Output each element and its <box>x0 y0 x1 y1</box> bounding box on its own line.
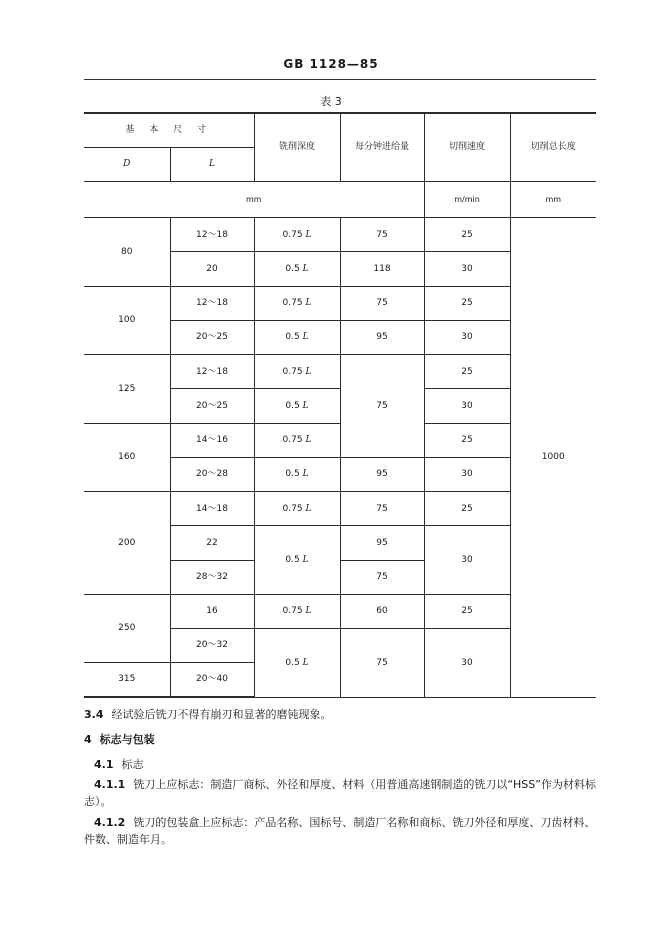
depth-value: 0.5 <box>285 554 300 565</box>
header-basic-size: 基 本 尺 寸 <box>84 113 254 147</box>
cell-depth <box>254 286 340 320</box>
cell-feed: 75 <box>340 286 424 320</box>
cell-L: 14～18 <box>170 492 254 526</box>
depth-symbol: L <box>302 657 309 668</box>
header-L: L <box>170 147 254 181</box>
cell-feed: 95 <box>340 526 424 560</box>
depth-value: 0.5 <box>285 469 300 480</box>
depth-symbol: L <box>305 503 312 514</box>
cell-L: 22 <box>170 526 254 560</box>
header-rule <box>84 79 596 80</box>
cell-L: 12～18 <box>170 286 254 320</box>
depth-symbol: L <box>302 400 309 411</box>
clause-text: 铣刀上应标志：制造厂商标、外径和厚度、材料（用普通高速钢制造的铣刀以“HSS”作为材料标志）。 <box>84 778 596 808</box>
depth-symbol: L <box>305 229 312 240</box>
cell-depth <box>254 218 340 252</box>
cell-L: 20～40 <box>170 663 254 697</box>
depth-value: 0.75 <box>282 435 303 446</box>
clause-text: 经试验后铣刀不得有崩刃和显著的磨钝现象。 <box>111 708 332 721</box>
cell-speed: 30 <box>424 389 510 423</box>
cell-feed-merged: 75 <box>340 629 424 697</box>
cell-depth <box>254 594 340 628</box>
cell-depth <box>254 423 340 457</box>
cell-depth-merged <box>254 526 340 594</box>
depth-symbol: L <box>302 263 309 274</box>
clause-number: 4.1.2 <box>94 816 126 829</box>
clause-number: 4.1 <box>94 758 114 771</box>
unit-length: mm <box>510 181 596 217</box>
unit-speed: m/min <box>424 181 510 217</box>
cell-total-length: 1000 <box>510 218 596 697</box>
header-cutting-speed: 切削速度 <box>424 113 510 181</box>
cell-speed: 25 <box>424 355 510 389</box>
cell-speed-merged: 30 <box>424 526 510 594</box>
cell-L: 20～28 <box>170 457 254 491</box>
cell-speed: 25 <box>424 423 510 457</box>
cell-speed: 30 <box>424 252 510 286</box>
cell-depth <box>254 355 340 389</box>
depth-value: 0.75 <box>282 503 303 514</box>
depth-value: 0.75 <box>282 298 303 309</box>
cell-speed: 25 <box>424 492 510 526</box>
cell-feed: 75 <box>340 492 424 526</box>
cell-depth <box>254 492 340 526</box>
clause-4-1-2 <box>84 814 596 848</box>
cell-L: 20～25 <box>170 389 254 423</box>
depth-symbol: L <box>302 469 309 480</box>
standard-header: GB 1128—85 <box>283 57 379 71</box>
cell-depth <box>254 457 340 491</box>
cell-depth <box>254 389 340 423</box>
depth-value: 0.75 <box>282 229 303 240</box>
depth-symbol: L <box>305 298 312 309</box>
cell-speed: 30 <box>424 457 510 491</box>
cell-depth <box>254 252 340 286</box>
cell-L: 14～16 <box>170 423 254 457</box>
cell-L: 12～18 <box>170 218 254 252</box>
cell-L: 16 <box>170 594 254 628</box>
cell-D: 125 <box>84 355 170 423</box>
cell-feed: 60 <box>340 594 424 628</box>
depth-symbol: L <box>305 366 312 377</box>
clause-4-1 <box>94 756 596 773</box>
clause-4-1-1 <box>84 776 596 810</box>
cell-L: 12～18 <box>170 355 254 389</box>
cell-D: 200 <box>84 492 170 595</box>
section-title: 标志与包装 <box>99 733 155 746</box>
cell-L: 20～25 <box>170 320 254 354</box>
depth-value: 0.5 <box>285 657 300 668</box>
cell-depth <box>254 320 340 354</box>
depth-value: 0.75 <box>282 606 303 617</box>
cell-feed: 75 <box>340 218 424 252</box>
header-total-length: 切削总长度 <box>510 113 596 181</box>
header-feed-per-minute: 每分钟进给量 <box>340 113 424 181</box>
cell-speed: 25 <box>424 218 510 252</box>
clause-number: 3.4 <box>84 708 104 721</box>
depth-symbol: L <box>305 435 312 446</box>
cell-D: 80 <box>84 218 170 286</box>
cell-speed: 30 <box>424 320 510 354</box>
cell-D: 315 <box>84 663 170 697</box>
cutting-parameters-table <box>84 112 596 698</box>
depth-value: 0.5 <box>285 400 300 411</box>
depth-value: 0.5 <box>285 332 300 343</box>
cell-L: 20 <box>170 252 254 286</box>
cell-L: 28～32 <box>170 560 254 594</box>
cell-feed: 95 <box>340 457 424 491</box>
table-title: 表 3 <box>320 95 342 108</box>
cell-speed-merged: 30 <box>424 629 510 697</box>
cell-feed-merged: 75 <box>340 355 424 458</box>
cell-feed: 118 <box>340 252 424 286</box>
cell-L: 20～32 <box>170 629 254 663</box>
cell-D: 100 <box>84 286 170 354</box>
cell-speed: 25 <box>424 594 510 628</box>
unit-mm: mm <box>84 181 424 217</box>
depth-symbol: L <box>302 332 309 343</box>
clause-3-4 <box>84 706 596 723</box>
clause-number: 4.1.1 <box>94 778 126 791</box>
cell-D: 160 <box>84 423 170 491</box>
cell-D: 250 <box>84 594 170 662</box>
header-cutting-depth: 铣削深度 <box>254 113 340 181</box>
cell-depth-merged <box>254 629 340 697</box>
clause-text: 铣刀的包装盒上应标志：产品名称、国标号、制造厂名称和商标、铣刀外径和厚度、刀齿材料、件数、制造年月。 <box>84 816 596 846</box>
cell-speed: 25 <box>424 286 510 320</box>
depth-symbol: L <box>305 606 312 617</box>
section-number: 4 <box>84 733 92 746</box>
header-D: D <box>84 147 170 181</box>
depth-symbol: L <box>302 554 309 565</box>
cell-feed: 75 <box>340 560 424 594</box>
depth-value: 0.75 <box>282 366 303 377</box>
depth-value: 0.5 <box>285 263 300 274</box>
section-4-heading <box>84 731 596 748</box>
cell-feed: 95 <box>340 320 424 354</box>
clause-text: 标志 <box>121 758 144 771</box>
